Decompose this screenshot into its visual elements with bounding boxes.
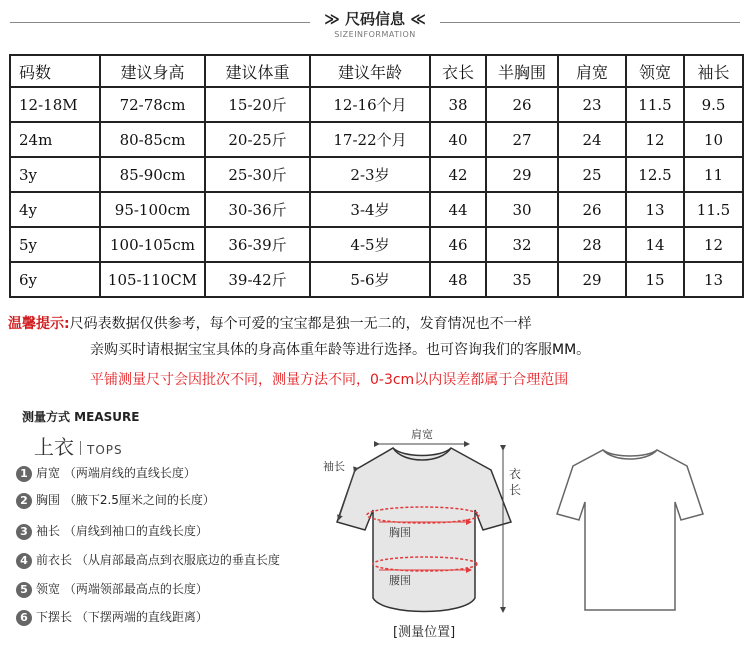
header-divider-left [10,22,310,23]
header-title: ≫ 尺码信息 ≪ [324,10,426,28]
list-item [16,522,208,544]
number-badge: 3 [16,524,32,540]
table-cell: 35 [486,262,558,297]
table-row [10,227,743,262]
table-cell: 30-36斤 [205,192,310,227]
table-cell: 15-20斤 [205,87,310,122]
column-header: 建议身高 [100,55,205,87]
table-cell: 39-42斤 [205,262,310,297]
list-item-text: 袖长 （肩线到袖口的直线长度） [36,524,208,538]
list-item [16,491,215,513]
table-cell: 26 [486,87,558,122]
table-cell: 15 [626,262,684,297]
list-item [16,464,196,486]
table-row [10,87,743,122]
table-cell: 11.5 [626,87,684,122]
measure-title: 测量方式 MEASURE [22,410,140,424]
table-cell: 12-18M [10,87,100,122]
list-item-text: 肩宽 （两端肩线的直线长度） [36,466,196,480]
table-cell: 29 [558,262,626,297]
waist-label: 腰围 [389,574,411,587]
table-cell: 12 [684,227,743,262]
table-cell: 11 [684,157,743,192]
table-cell: 6y [10,262,100,297]
column-header: 建议年龄 [310,55,430,87]
table-cell: 4y [10,192,100,227]
table-cell: 20-25斤 [205,122,310,157]
list-item-text: 前衣长 （从肩部最高点到衣服底边的垂直长度 [36,553,280,567]
tshirt-back-outline [555,440,705,620]
table-cell: 32 [486,227,558,262]
table-cell: 2-3岁 [310,157,430,192]
column-header: 衣长 [430,55,486,87]
tops-heading [34,431,123,460]
table-cell: 25 [558,157,626,192]
tip-label: 温馨提示: [8,316,70,332]
table-cell: 29 [486,157,558,192]
table-cell: 24 [558,122,626,157]
column-header: 袖长 [684,55,743,87]
table-cell: 38 [430,87,486,122]
header-subtitle: SIZEINFORMATION [334,30,416,39]
table-cell: 24m [10,122,100,157]
tshirt-measurement-diagram [315,418,535,643]
table-cell: 13 [684,262,743,297]
list-item [16,608,208,630]
table-cell: 30 [486,192,558,227]
number-badge: 5 [16,582,32,598]
figure-caption: [测量位置] [393,625,456,640]
table-cell: 4-5岁 [310,227,430,262]
column-header: 码数 [10,55,100,87]
column-header: 领宽 [626,55,684,87]
number-badge: 1 [16,466,32,482]
table-cell: 5-6岁 [310,262,430,297]
table-cell: 25-30斤 [205,157,310,192]
length-label-bottom: 长 [509,483,522,497]
table-row [10,192,743,227]
table-cell: 28 [558,227,626,262]
table-cell: 13 [626,192,684,227]
table-cell: 23 [558,87,626,122]
note-text-1: 尺码表数据仅供参考，每个可爱的宝宝都是独一无二的，发育情况也不一样 [69,316,532,332]
table-cell: 40 [430,122,486,157]
table-cell: 12-16个月 [310,87,430,122]
table-cell: 3-4岁 [310,192,430,227]
table-cell: 105-110CM [100,262,205,297]
note-line-1 [8,313,532,333]
table-cell: 42 [430,157,486,192]
table-cell: 72-78cm [100,87,205,122]
tops-heading-cn: 上衣 [34,435,74,459]
table-cell: 80-85cm [100,122,205,157]
list-item-text: 下摆长 （下摆两端的直线距离） [36,610,208,624]
note-line-2: 亲购买时请根据宝宝具体的身高体重年龄等进行选择。也可咨询我们的客服MM。 [90,342,591,358]
table-cell: 5y [10,227,100,262]
table-header-row [10,55,743,87]
heading-divider [80,441,81,455]
table-cell: 10 [684,122,743,157]
column-header: 半胸围 [486,55,558,87]
table-cell: 44 [430,192,486,227]
sleeve-label: 袖长 [323,460,345,473]
tops-heading-en: TOPS [87,443,123,457]
number-badge: 2 [16,493,32,509]
list-item-text: 领宽 （两端领部最高点的长度） [36,582,208,596]
number-badge: 4 [16,553,32,569]
column-header: 建议体重 [205,55,310,87]
table-cell: 95-100cm [100,192,205,227]
table-cell: 14 [626,227,684,262]
table-row [10,122,743,157]
header-divider-right [440,22,740,23]
list-item-text: 胸围 （腋下2.5厘米之间的长度） [36,493,215,507]
table-cell: 27 [486,122,558,157]
table-cell: 3y [10,157,100,192]
chest-label: 胸围 [389,526,411,539]
tshirt-outline [337,448,511,612]
table-cell: 46 [430,227,486,262]
list-item [16,551,280,573]
table-cell: 12.5 [626,157,684,192]
table-cell: 12 [626,122,684,157]
table-cell: 11.5 [684,192,743,227]
list-item [16,580,208,602]
column-header: 肩宽 [558,55,626,87]
table-cell: 17-22个月 [310,122,430,157]
tshirt-back-shape [557,450,703,610]
table-cell: 85-90cm [100,157,205,192]
size-table [9,54,744,298]
note-line-3: 平铺测量尺寸会因批次不同，测量方法不同，0-3cm以内误差都属于合理范围 [90,372,569,388]
table-row [10,262,743,297]
section-header [0,0,750,48]
number-badge: 6 [16,610,32,626]
shoulder-label: 肩宽 [411,428,433,441]
length-label-top: 衣 [509,467,522,481]
table-cell: 9.5 [684,87,743,122]
table-cell: 100-105cm [100,227,205,262]
table-cell: 36-39斤 [205,227,310,262]
table-cell: 26 [558,192,626,227]
table-cell: 48 [430,262,486,297]
table-row [10,157,743,192]
